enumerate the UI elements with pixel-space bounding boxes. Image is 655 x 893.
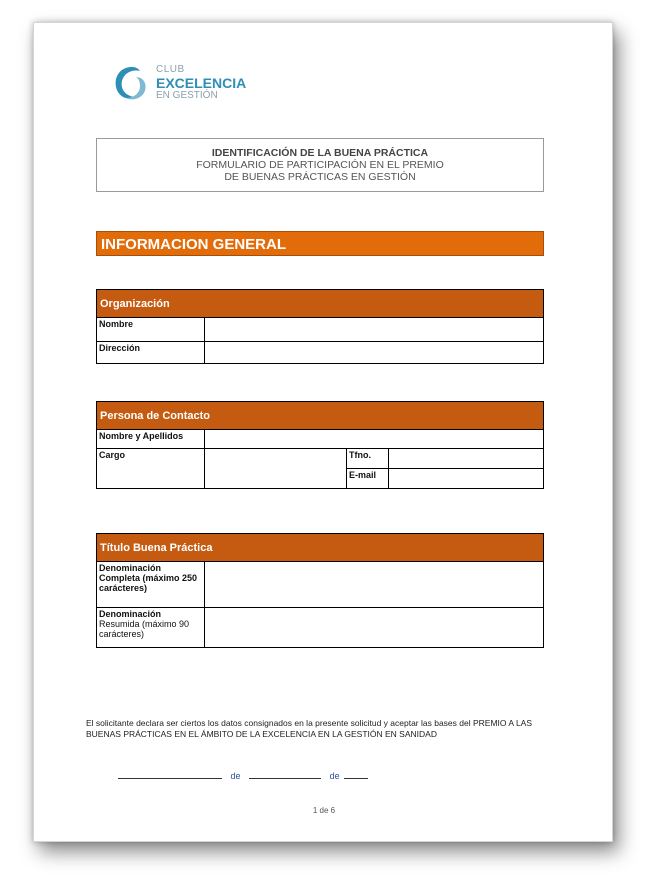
page-number: 1 de 6 <box>312 806 336 815</box>
date-de-2: de <box>329 771 340 781</box>
email-field[interactable] <box>389 469 544 489</box>
club-excelencia-logo <box>112 63 252 103</box>
nombre-apellidos-label: Nombre y Apellidos <box>97 430 205 449</box>
nombre-label: Nombre <box>97 318 205 342</box>
tfno-label: Tfno. <box>347 449 389 469</box>
date-blank-2[interactable] <box>249 770 321 779</box>
denominacion-resumida-normal: Resumida (máximo 90 carácteres) <box>99 619 190 639</box>
title-line-1: IDENTIFICACIÓN DE LA BUENA PRÁCTICA <box>211 147 429 159</box>
document-title-box <box>96 138 544 192</box>
denominacion-resumida-field[interactable] <box>205 608 544 648</box>
denominacion-resumida-label <box>97 608 205 648</box>
email-label: E-mail <box>347 469 389 489</box>
cargo-field[interactable] <box>205 449 347 489</box>
direccion-label: Dirección <box>97 342 205 364</box>
logo-excelencia-text: EXCELENCIA <box>156 75 247 91</box>
titulo-buena-practica-table <box>96 533 544 648</box>
denominacion-completa-field[interactable] <box>205 562 544 608</box>
title-line-3: DE BUENAS PRÁCTICAS EN GESTIÓN <box>224 171 416 183</box>
nombre-field[interactable] <box>205 318 544 342</box>
denominacion-completa-label: Denominación Completa (máximo 250 carácteres) <box>97 562 205 608</box>
tfno-field[interactable] <box>389 449 544 469</box>
date-de-1: de <box>230 771 241 781</box>
title-line-2: FORMULARIO DE PARTICIPACIÓN EN EL PREMIO <box>196 159 444 171</box>
persona-contacto-header: Persona de Contacto <box>97 402 544 430</box>
organizacion-header: Organización <box>97 290 544 318</box>
nombre-apellidos-field[interactable] <box>205 430 544 449</box>
cargo-label: Cargo <box>97 449 205 489</box>
date-blank-1[interactable] <box>118 770 222 779</box>
organizacion-table <box>96 289 544 364</box>
denominacion-resumida-bold: Denominación <box>99 609 162 619</box>
logo-club-text: CLUB <box>156 64 185 75</box>
direccion-field[interactable] <box>205 342 544 364</box>
titulo-buena-practica-header: Título Buena Práctica <box>97 534 544 562</box>
signature-date-line <box>118 770 368 781</box>
logo-swirl-icon <box>112 63 152 103</box>
document-page <box>33 22 613 842</box>
persona-contacto-table <box>96 401 544 489</box>
date-blank-3[interactable] <box>344 770 368 779</box>
section-header-informacion-general: INFORMACION GENERAL <box>96 231 544 256</box>
logo-en-gestion-text: EN GESTIÓN <box>156 90 218 101</box>
declaration-text: El solicitante declara ser ciertos los datos consignados en la presente solicitud y aceptar las bases del PREMIO A LAS BUENAS PRÁCTICAS EN EL ÁMBITO DE LA EXCELENCIA EN LA GESTIÓN EN SANIDAD <box>86 718 533 739</box>
